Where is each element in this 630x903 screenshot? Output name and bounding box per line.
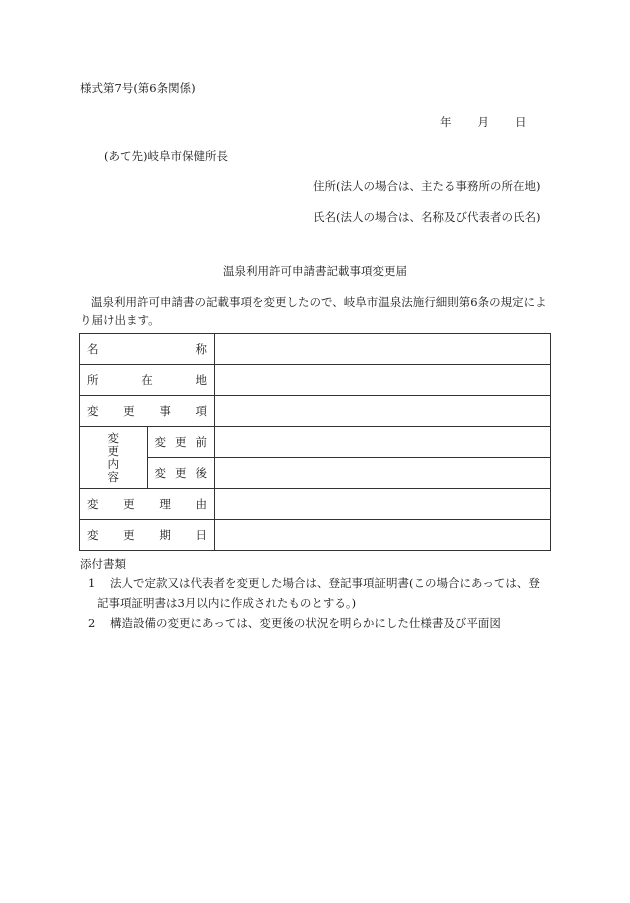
table-row-date bbox=[80, 520, 551, 551]
table-row-before bbox=[80, 427, 551, 458]
row-label bbox=[147, 458, 215, 489]
label-char: 変 bbox=[87, 497, 99, 511]
label-char: 地 bbox=[195, 373, 207, 387]
row-label bbox=[147, 427, 215, 458]
attachment-item bbox=[88, 613, 550, 633]
label-char: 期 bbox=[159, 528, 171, 542]
row-label bbox=[80, 396, 215, 427]
label-char: 在 bbox=[141, 373, 153, 387]
label-char: 事 bbox=[159, 404, 171, 418]
label-char: 称 bbox=[195, 342, 207, 356]
table-row-name bbox=[80, 334, 551, 365]
row-label bbox=[80, 520, 215, 551]
label-char: 所 bbox=[87, 373, 99, 387]
row-label bbox=[80, 365, 215, 396]
date-year: 年 bbox=[440, 115, 452, 129]
date-line bbox=[440, 114, 527, 130]
row-label bbox=[80, 334, 215, 365]
location-value-field[interactable] bbox=[215, 365, 551, 396]
label-char: 変 bbox=[87, 404, 99, 418]
form-number: 様式第7号(第6条関係) bbox=[80, 81, 196, 95]
attachment-item bbox=[88, 573, 550, 613]
label-char: 前 bbox=[195, 435, 207, 449]
label-char: 更 bbox=[123, 497, 135, 511]
label-char: 変 bbox=[154, 435, 166, 449]
label-char: 項 bbox=[195, 404, 207, 418]
label-char: 更 bbox=[123, 404, 135, 418]
label-char: 変 bbox=[87, 528, 99, 542]
label-char: 名 bbox=[87, 342, 99, 356]
attachments-heading: 添付書類 bbox=[80, 557, 126, 571]
group-label-text: 変更内容 bbox=[107, 430, 119, 484]
attachment-number: 2 bbox=[88, 616, 96, 630]
date-month: 月 bbox=[477, 115, 489, 129]
name-value-field[interactable] bbox=[215, 334, 551, 365]
address-label: 住所(法人の場合は、主たる事務所の所在地) bbox=[313, 179, 541, 193]
label-char: 理 bbox=[159, 497, 171, 511]
label-char: 由 bbox=[195, 497, 207, 511]
reason-value-field[interactable] bbox=[215, 489, 551, 520]
label-char: 更 bbox=[175, 435, 187, 449]
change-date-value-field[interactable] bbox=[215, 520, 551, 551]
change-content-group-label bbox=[80, 427, 148, 489]
label-char: 日 bbox=[195, 528, 207, 542]
body-text: 温泉利用許可申請書の記載事項を変更したので、岐阜市温泉法施行細則第6条の規定により届け出ます。 bbox=[80, 295, 547, 327]
attachment-text: 構造設備の変更にあっては、変更後の状況を明らかにした仕様書及び平面図 bbox=[110, 616, 501, 630]
table-row-reason bbox=[80, 489, 551, 520]
label-char: 更 bbox=[175, 466, 187, 480]
label-char: 後 bbox=[195, 466, 207, 480]
table-row-location bbox=[80, 365, 551, 396]
attachment-number: 1 bbox=[88, 576, 96, 590]
addressee: (あて先)岐阜市保健所長 bbox=[104, 149, 228, 163]
attachment-text-continued: 記事項証明書は3月以内に作成されたものとする。) bbox=[97, 596, 357, 610]
table-row-after bbox=[80, 458, 551, 489]
document-title: 温泉利用許可申請書記載事項変更届 bbox=[223, 264, 407, 278]
label-char: 変 bbox=[154, 466, 166, 480]
before-value-field[interactable] bbox=[215, 427, 551, 458]
label-char: 更 bbox=[123, 528, 135, 542]
row-label bbox=[80, 489, 215, 520]
date-day: 日 bbox=[515, 115, 527, 129]
name-label: 氏名(法人の場合は、名称及び代表者の氏名) bbox=[313, 210, 541, 224]
attachment-text: 法人で定款又は代表者を変更した場合は、登記事項証明書(この場合にあっては、登 bbox=[110, 576, 540, 590]
after-value-field[interactable] bbox=[215, 458, 551, 489]
table-row-change-item bbox=[80, 396, 551, 427]
change-item-value-field[interactable] bbox=[215, 396, 551, 427]
form-table bbox=[79, 333, 551, 551]
